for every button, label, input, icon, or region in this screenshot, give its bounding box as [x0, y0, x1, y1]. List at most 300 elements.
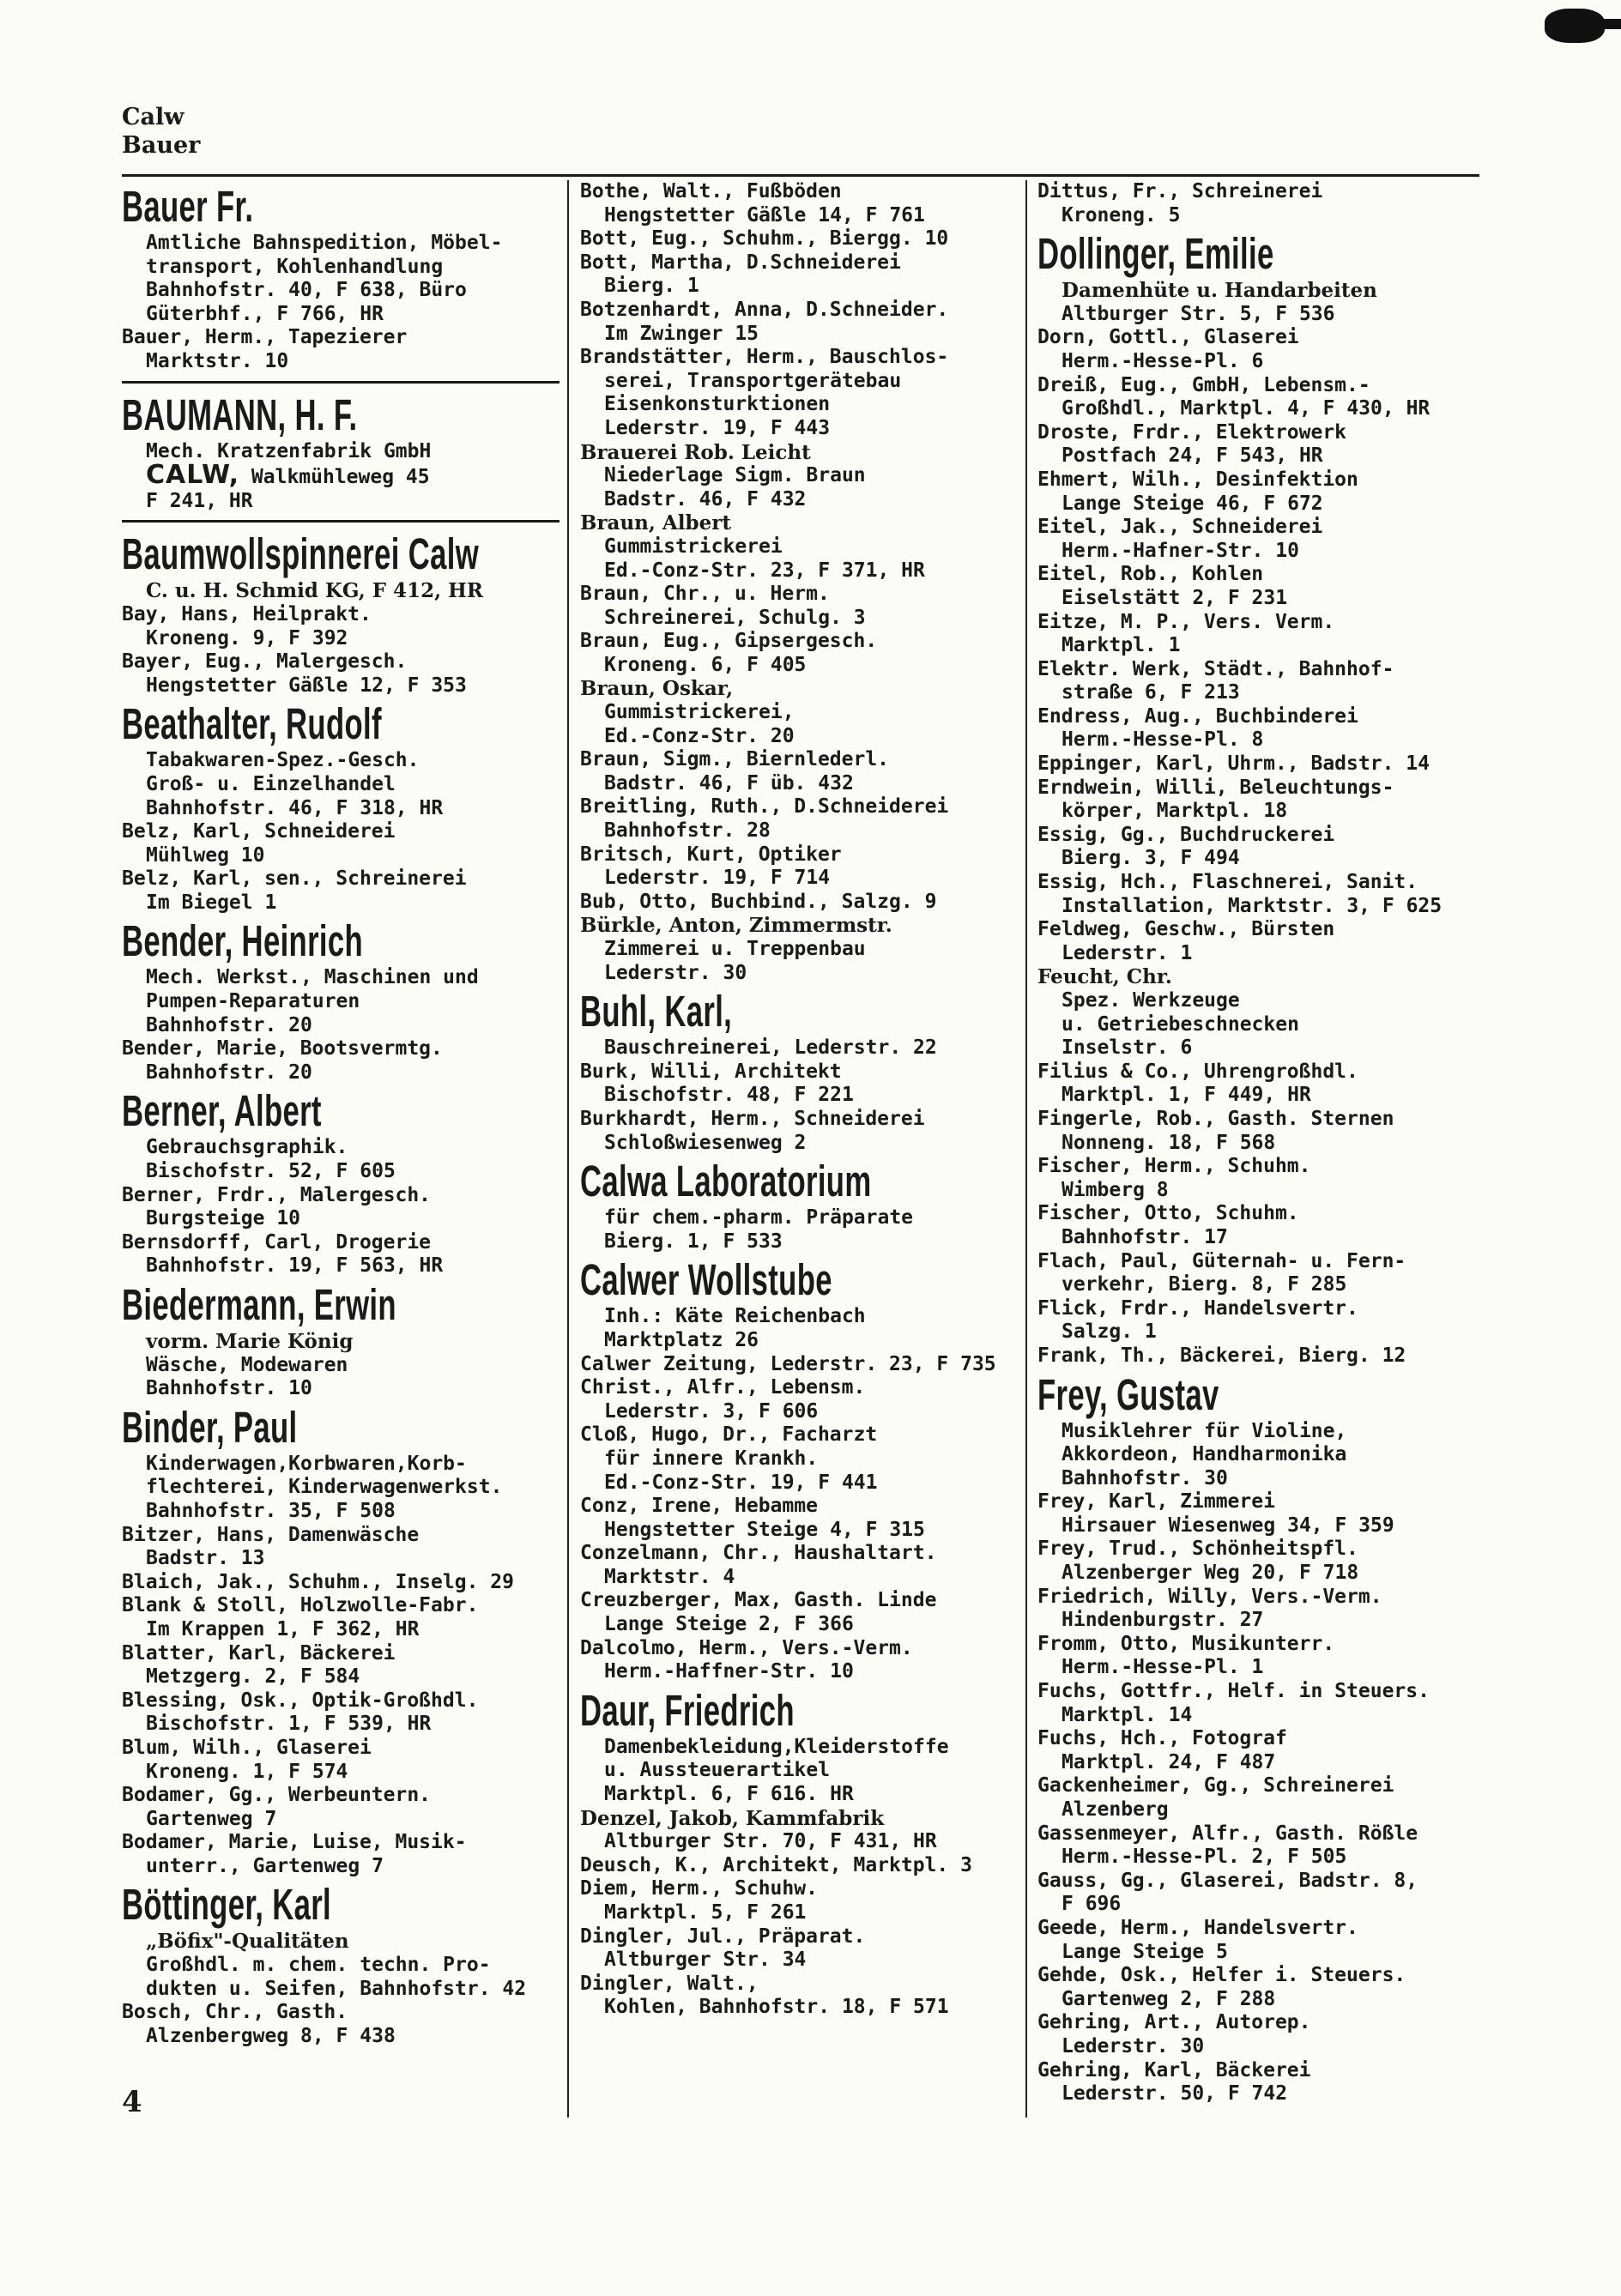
directory-entry	[1037, 2011, 1484, 2058]
entry-name: Blaich, Jak., Schuhm., Inselg. 29	[122, 1570, 514, 1593]
listing-detail: Bauschreinerei, Lederstr. 22	[604, 1036, 937, 1060]
listing-detail: Marktpl. 6, F 616. HR	[604, 1783, 854, 1806]
directory-entry	[1037, 1774, 1484, 1822]
entry-continuation: Lederstr. 19, F 714	[604, 867, 831, 890]
header-town: Calw	[122, 104, 184, 130]
listing-name: Dollinger, Emilie	[1037, 229, 1274, 279]
entry-name: Bürkle, Anton, Zimmermstr.	[580, 914, 892, 938]
directory-entry	[580, 677, 1026, 748]
entry-continuation: Gartenweg 2, F 288	[1062, 1987, 1276, 2010]
entry-continuation: für innere Krankh.	[604, 1447, 819, 1470]
directory-entry	[1037, 1344, 1484, 1369]
directory-entry	[580, 180, 1026, 227]
entry-name: Conzelmann, Chr., Haushaltart.	[580, 1542, 937, 1565]
entry-name: Belz, Karl, sen., Schreinerei	[122, 867, 467, 891]
entry-continuation: Eisenkonsturktionen	[604, 393, 831, 416]
entry-continuation: Schreinerei, Schulg. 3	[604, 606, 866, 629]
directory-entry	[122, 1037, 568, 1085]
directory-entry	[122, 1571, 568, 1595]
listing-name: BAUMANN, H. F.	[122, 390, 358, 439]
featured-listing	[580, 1157, 1026, 1254]
directory-entry	[580, 511, 1026, 583]
directory-entry	[1037, 2059, 1484, 2106]
listing-detail: Inh.: Käte Reichenbach	[604, 1305, 866, 1328]
entry-continuation: Nonneng. 18, F 568	[1062, 1131, 1276, 1154]
directory-column-2	[580, 180, 1026, 2020]
featured-listing	[580, 1686, 1026, 1807]
listing-name: Beathalter, Rudolf	[122, 699, 382, 749]
directory-entry	[1037, 563, 1484, 610]
entry-continuation: Marktstr. 4	[604, 1565, 735, 1588]
directory-entry	[1037, 421, 1484, 468]
entry-name: Cloß, Hugo, Dr., Facharzt	[580, 1423, 878, 1447]
entry-continuation: Lederstr. 30	[1062, 2034, 1205, 2057]
listing-detail: Bischofstr. 52, F 605	[146, 1160, 396, 1183]
directory-entry	[1037, 1297, 1484, 1344]
entry-name: Gackenheimer, Gg., Schreinerei	[1037, 1774, 1394, 1798]
entry-continuation: Lederstr. 19, F 443	[604, 416, 831, 439]
listing-detail: flechterei, Kinderwagenwerkst.	[146, 1476, 503, 1499]
entry-name: Gehde, Osk., Helfer i. Steuers.	[1037, 1964, 1406, 1987]
entry-name: Essig, Hch., Flaschnerei, Sanit.	[1037, 871, 1418, 894]
listing-name: Bauer Fr.	[122, 182, 254, 231]
entry-continuation: Bahnhofstr. 19, F 563, HR	[146, 1254, 444, 1278]
listing-name: Bender, Heinrich	[122, 916, 364, 966]
entry-continuation: Bahnhofstr. 17	[1062, 1225, 1228, 1248]
directory-entry	[1037, 1870, 1484, 1917]
entry-name: Flick, Frdr., Handelsvertr.	[1037, 1296, 1358, 1320]
entry-name: Fromm, Otto, Musikunterr.	[1037, 1632, 1335, 1655]
listing-address-line	[122, 460, 568, 491]
directory-entry	[1037, 1680, 1484, 1727]
featured-listing	[122, 699, 568, 820]
entry-name: Blum, Wilh., Glaserei	[122, 1736, 372, 1759]
entry-continuation: Postfach 24, F 543, HR	[1062, 444, 1323, 468]
entry-continuation: Kroneng. 5	[1062, 203, 1181, 227]
entry-name: Britsch, Kurt, Optiker	[580, 843, 842, 866]
entry-name: Bodamer, Gg., Werbeuntern.	[122, 1784, 432, 1807]
directory-entry	[1037, 1250, 1484, 1297]
listing-detail: für chem.-pharm. Präparate	[604, 1206, 914, 1230]
entry-continuation: Gartenweg 7	[146, 1807, 277, 1830]
directory-entry	[122, 650, 568, 698]
entry-name: Friedrich, Willy, Vers.-Verm.	[1037, 1585, 1382, 1608]
directory-entry	[1037, 1586, 1484, 1633]
directory-entry	[1037, 326, 1484, 373]
entry-continuation: Hindenburgstr. 27	[1062, 1609, 1264, 1632]
directory-entry	[580, 346, 1026, 440]
entry-name: Belz, Karl, Schneiderei	[122, 820, 396, 843]
entry-continuation: Schloßwiesenweg 2	[604, 1131, 807, 1154]
entry-name: Erndwein, Willi, Beleuchtungs-	[1037, 776, 1394, 799]
directory-entry	[122, 820, 568, 867]
directory-entry	[1037, 871, 1484, 918]
entry-name: Dingler, Jul., Präparat.	[580, 1924, 866, 1948]
directory-entry	[122, 1184, 568, 1231]
directory-entry	[1037, 1964, 1484, 2011]
entry-continuation: unterr., Gartenweg 7	[146, 1854, 384, 1877]
entry-continuation: Kroneng. 6, F 405	[604, 653, 807, 676]
entry-continuation: Lange Steige 5	[1062, 1940, 1228, 1963]
featured-listing	[122, 1880, 568, 2001]
listing-detail: Großhdl. m. chem. techn. Pro-	[146, 1954, 491, 1977]
listing-detail: Kinderwagen,Korbwaren,Korb-	[146, 1452, 467, 1475]
listing-detail: Marktplatz 26	[604, 1328, 759, 1351]
entry-name: Dingler, Walt.,	[580, 1972, 759, 1995]
featured-listing	[122, 916, 568, 1037]
directory-entry	[580, 1495, 1026, 1542]
entry-continuation: Wimberg 8	[1062, 1178, 1169, 1201]
entry-continuation: Ed.-Conz-Str. 23, F 371, HR	[604, 559, 925, 582]
entry-name: Fingerle, Rob., Gasth. Sternen	[1037, 1107, 1394, 1130]
entry-continuation: u. Getriebeschnecken	[1062, 1012, 1299, 1036]
directory-entry	[122, 1689, 568, 1737]
listing-detail: Gebrauchsgraphik.	[146, 1136, 348, 1159]
entry-name: Frey, Karl, Zimmerei	[1037, 1490, 1275, 1514]
listing-detail: Güterbhf., F 766, HR	[146, 302, 384, 325]
directory-entry	[1037, 776, 1484, 824]
directory-entry	[580, 1973, 1026, 2020]
directory-entry	[1037, 516, 1484, 563]
entry-name: Bitzer, Hans, Damenwäsche	[122, 1523, 420, 1546]
listing-detail: F 241, HR	[146, 489, 253, 512]
directory-entry	[122, 1524, 568, 1571]
entry-name: Bosch, Chr., Gasth.	[122, 2001, 348, 2024]
entry-name: Botzenhardt, Anna, D.Schneider.	[580, 298, 949, 321]
entry-continuation: Kroneng. 9, F 392	[146, 626, 348, 650]
entry-name: Fuchs, Hch., Fotograf	[1037, 1727, 1287, 1750]
entry-name: Braun, Albert	[580, 511, 731, 535]
entry-name: Braun, Eug., Gipsergesch.	[580, 630, 878, 653]
featured-listing	[122, 390, 568, 514]
entry-continuation: F 696	[1062, 1893, 1122, 1916]
directory-entry	[580, 1877, 1026, 1924]
listing-detail: transport, Kohlenhandlung	[146, 255, 444, 278]
section-rule	[122, 381, 559, 384]
entry-continuation: Bischofstr. 48, F 221	[604, 1084, 854, 1107]
entry-name: Fuchs, Gottfr., Helf. in Steuers.	[1037, 1680, 1430, 1703]
entry-name: Droste, Frdr., Elektrowerk	[1037, 420, 1347, 444]
entry-continuation: Lange Steige 46, F 672	[1062, 492, 1323, 515]
header-rule	[122, 174, 1479, 177]
entry-continuation: Spez. Werkzeuge	[1062, 989, 1240, 1012]
entry-name: Feucht, Chr.	[1037, 965, 1172, 989]
listing-street: Walkmühleweg 45	[239, 466, 430, 489]
entry-name: Braun, Sigm., Biernlederl.	[580, 748, 890, 771]
directory-entry	[1037, 1060, 1484, 1108]
entry-name: Gehring, Art., Autorep.	[1037, 2011, 1311, 2034]
listing-highlight: vorm. Marie König	[146, 1330, 354, 1353]
directory-entry	[122, 2001, 568, 2048]
entry-continuation: Inselstr. 6	[1062, 1036, 1193, 1060]
directory-entry	[580, 1542, 1026, 1589]
listing-detail: Mech. Werkst., Maschinen und	[146, 966, 479, 989]
directory-entry	[1037, 965, 1484, 1060]
entry-continuation: Burgsteige 10	[146, 1207, 301, 1230]
featured-listing	[122, 1403, 568, 1524]
entry-continuation: Marktpl. 1	[1062, 634, 1181, 657]
entry-name: Eitel, Jak., Schneiderei	[1037, 516, 1323, 539]
entry-continuation: verkehr, Bierg. 8, F 285	[1062, 1273, 1347, 1296]
entry-name: Bender, Marie, Bootsvermtg.	[122, 1037, 443, 1060]
directory-entry	[580, 1925, 1026, 1973]
directory-entry	[1037, 705, 1484, 752]
listing-detail: Damenbekleidung,Kleiderstoffe	[604, 1735, 949, 1758]
entry-continuation: Bierg. 1	[604, 275, 699, 298]
listing-detail: Wäsche, Modewaren	[146, 1353, 348, 1376]
listing-name: Binder, Paul	[122, 1402, 298, 1452]
entry-continuation: Zimmerei u. Treppenbau	[604, 938, 866, 960]
directory-entry	[1037, 1727, 1484, 1774]
directory-entry	[1037, 180, 1484, 227]
listing-detail: u. Aussteuerartikel	[604, 1759, 831, 1782]
entry-continuation: Im Zwinger 15	[604, 322, 759, 345]
entry-continuation: Ed.-Conz-Str. 19, F 441	[604, 1471, 878, 1494]
directory-entry	[122, 1594, 568, 1641]
featured-listing	[580, 987, 1026, 1060]
listing-detail: Bahnhofstr. 10	[146, 1377, 312, 1400]
entry-continuation: Alzenberger Weg 20, F 718	[1062, 1562, 1359, 1585]
entry-continuation: Gummistrickerei,	[604, 701, 795, 724]
listing-detail: Amtliche Bahnspedition, Möbel-	[146, 232, 503, 254]
entry-name: Burkhardt, Herm., Schneiderei	[580, 1107, 925, 1130]
directory-entry	[580, 795, 1026, 843]
entry-continuation: Hengstetter Steige 4, F 315	[604, 1518, 925, 1541]
entry-name: Burk, Willi, Architekt	[580, 1060, 842, 1083]
directory-entry	[580, 1376, 1026, 1423]
entry-continuation: Im Krappen 1, F 362, HR	[146, 1617, 420, 1640]
entry-name: Dorn, Gottl., Glaserei	[1037, 326, 1299, 349]
entry-continuation: Gummistrickerei	[604, 535, 783, 558]
entry-name: Braun, Oskar,	[580, 677, 734, 701]
listing-highlight: Damenhüte u. Handarbeiten	[1062, 279, 1377, 303]
listing-detail: Pumpen-Reparaturen	[146, 990, 360, 1013]
listing-name: Berner, Albert	[122, 1086, 322, 1136]
featured-listing	[122, 529, 568, 603]
directory-entry	[580, 1637, 1026, 1684]
section-rule	[122, 520, 559, 523]
entry-name: Feldweg, Geschw., Bürsten	[1037, 918, 1335, 941]
entry-name: Eitel, Rob., Kohlen	[1037, 563, 1264, 586]
directory-entry	[580, 1807, 1026, 1854]
entry-name: Gauss, Gg., Glaserei, Badstr. 8,	[1037, 1869, 1418, 1892]
directory-entry	[122, 1231, 568, 1278]
entry-continuation: serei, Transportgerätebau	[604, 369, 902, 392]
entry-continuation: Bierg. 3, F 494	[1062, 847, 1240, 870]
directory-entry	[1037, 1202, 1484, 1249]
entry-continuation: Großhdl., Marktpl. 4, F 430, HR	[1062, 397, 1430, 420]
directory-entry	[1037, 1108, 1484, 1155]
page-number: 4	[122, 2085, 142, 2119]
entry-continuation: Marktpl. 24, F 487	[1062, 1750, 1276, 1773]
listing-detail: Bierg. 1, F 533	[604, 1230, 783, 1253]
entry-continuation: Installation, Marktstr. 3, F 625	[1062, 894, 1443, 917]
listing-detail: Bahnhofstr. 46, F 318, HR	[146, 796, 444, 819]
entry-name: Dittus, Fr., Schreinerei	[1037, 180, 1323, 202]
entry-name: Conz, Irene, Hebamme	[580, 1495, 818, 1518]
directory-entry	[122, 1642, 568, 1689]
listing-detail: Groß- u. Einzelhandel	[146, 772, 396, 795]
listing-town: CALW,	[146, 460, 240, 491]
entry-name: Creuzberger, Max, Gasth. Linde	[580, 1589, 937, 1612]
entry-continuation: Herm.-Hesse-Pl. 1	[1062, 1656, 1264, 1679]
listing-detail: dukten u. Seifen, Bahnhofstr. 42	[146, 1977, 527, 2000]
directory-entry	[580, 1108, 1026, 1155]
directory-entry	[1037, 611, 1484, 658]
entry-name: Bauer, Herm., Tapezierer	[122, 326, 408, 349]
directory-entry	[1037, 1538, 1484, 1585]
listing-name: Calwa Laboratorium	[580, 1157, 872, 1206]
entry-name: Berner, Frdr., Malergesch.	[122, 1183, 432, 1206]
entry-name: Elektr. Werk, Städt., Bahnhof-	[1037, 657, 1394, 680]
entry-continuation: Herm.-Hesse-Pl. 8	[1062, 728, 1264, 752]
directory-entry	[122, 1737, 568, 1784]
entry-continuation: Altburger Str. 34	[604, 1949, 807, 1972]
listing-highlight: C. u. H. Schmid KG, F 412, HR	[146, 579, 483, 603]
directory-entry	[1037, 1822, 1484, 1870]
entry-continuation: straße 6, F 213	[1062, 681, 1240, 704]
entry-name: Gassenmeyer, Alfr., Gasth. Rößle	[1037, 1822, 1418, 1845]
entry-continuation: Metzgerg. 2, F 584	[146, 1665, 360, 1689]
entry-continuation: Eiselstätt 2, F 231	[1062, 586, 1288, 609]
header-range: Bauer	[122, 132, 201, 159]
entry-continuation: Badstr. 46, F üb. 432	[604, 771, 854, 795]
directory-entry	[580, 441, 1026, 512]
directory-entry	[122, 326, 568, 373]
directory-entry	[580, 1854, 1026, 1878]
entry-continuation: Hirsauer Wiesenweg 34, F 359	[1062, 1514, 1394, 1537]
entry-name: Blessing, Osk., Optik-Großhdl.	[122, 1689, 479, 1712]
listing-detail: Musiklehrer für Violine,	[1062, 1419, 1347, 1442]
entry-continuation: Marktpl. 14	[1062, 1703, 1193, 1726]
entry-name: Denzel, Jakob, Kammfabrik	[580, 1806, 885, 1830]
directory-entry	[1037, 1633, 1484, 1680]
listing-name: Calwer Wollstube	[580, 1255, 832, 1305]
entry-name: Dalcolmo, Herm., Vers.-Verm.	[580, 1636, 913, 1659]
entry-continuation: Hengstetter Gäßle 12, F 353	[146, 674, 467, 697]
entry-continuation: Bahnhofstr. 20	[146, 1060, 312, 1084]
entry-continuation: Niederlage Sigm. Braun	[604, 464, 866, 487]
directory-entry	[580, 748, 1026, 795]
entry-name: Christ., Alfr., Lebensm.	[580, 1376, 866, 1399]
directory-column-3	[1037, 180, 1484, 2106]
entry-continuation: Kohlen, Bahnhofstr. 18, F 571	[604, 1996, 949, 2019]
entry-name: Bott, Eug., Schuhm., Biergg. 10	[580, 227, 949, 251]
entry-continuation: Salzg. 1	[1062, 1320, 1157, 1344]
page-header	[122, 103, 200, 160]
directory-entry	[1037, 918, 1484, 965]
entry-continuation: Kroneng. 1, F 574	[146, 1760, 348, 1783]
directory-entry	[1037, 374, 1484, 421]
entry-continuation: Herm.-Hesse-Pl. 2, F 505	[1062, 1846, 1347, 1869]
listing-name: Daur, Friedrich	[580, 1685, 795, 1735]
entry-name: Bothe, Walt., Fußböden	[580, 180, 842, 202]
directory-entry	[122, 1831, 568, 1878]
featured-listing	[580, 1255, 1026, 1352]
listing-detail: Mech. Kratzenfabrik GmbH	[146, 439, 432, 462]
listing-detail: Bahnhofstr. 40, F 638, Büro	[146, 279, 467, 302]
entry-continuation: Lange Steige 2, F 366	[604, 1613, 854, 1636]
listing-highlight: „Böfix"-Qualitäten	[146, 1930, 349, 1954]
entry-continuation: Bischofstr. 1, F 539, HR	[146, 1713, 432, 1736]
entry-continuation: Badstr. 46, F 432	[604, 487, 807, 511]
entry-continuation: Lederstr. 1	[1062, 941, 1193, 964]
entry-continuation: Marktstr. 10	[146, 349, 289, 372]
entry-continuation: Marktpl. 1, F 449, HR	[1062, 1084, 1311, 1107]
entry-continuation: Alzenbergweg 8, F 438	[146, 2024, 396, 2047]
directory-entry	[580, 891, 1026, 915]
entry-name: Eitze, M. P., Vers. Verm.	[1037, 610, 1335, 633]
entry-name: Flach, Paul, Güternah- u. Fern-	[1037, 1249, 1406, 1272]
entry-name: Frey, Trud., Schönheitspfl.	[1037, 1538, 1358, 1561]
entry-name: Gehring, Karl, Bäckerei	[1037, 2058, 1311, 2082]
entry-name: Frank, Th., Bäckerei, Bierg. 12	[1037, 1344, 1406, 1367]
directory-entry	[580, 914, 1026, 985]
listing-detail: Tabakwaren-Spez.-Gesch.	[146, 749, 420, 772]
entry-name: Diem, Herm., Schuhw.	[580, 1877, 818, 1900]
featured-listing	[122, 182, 568, 326]
directory-entry	[1037, 824, 1484, 871]
entry-name: Ehmert, Wilh., Desinfektion	[1037, 468, 1358, 491]
entry-continuation: Mühlweg 10	[146, 843, 265, 867]
directory-entry	[1037, 1490, 1484, 1538]
entry-name: Braun, Chr., u. Herm.	[580, 583, 830, 606]
entry-name: Bott, Martha, D.Schneiderei	[580, 251, 901, 274]
entry-name: Blatter, Karl, Bäckerei	[122, 1641, 396, 1665]
listing-name: Buhl, Karl,	[580, 987, 733, 1036]
entry-name: Endress, Aug., Buchbinderei	[1037, 704, 1358, 728]
entry-name: Fischer, Otto, Schuhm.	[1037, 1202, 1299, 1225]
listing-detail: Bahnhofstr. 20	[146, 1013, 312, 1036]
entry-name: Bayer, Eug., Malergesch.	[122, 650, 408, 674]
listing-detail: Akkordeon, Handharmonika	[1062, 1443, 1347, 1466]
directory-entry	[1037, 1155, 1484, 1202]
directory-entry	[580, 1423, 1026, 1495]
entry-continuation: Ed.-Conz-Str. 20	[604, 724, 795, 747]
featured-listing	[122, 1280, 568, 1401]
listing-name: Frey, Gustav	[1037, 1369, 1219, 1419]
directory-entry	[1037, 658, 1484, 705]
directory-entry	[580, 1589, 1026, 1636]
entry-name: Blank & Stoll, Holzwolle-Fabr.	[122, 1594, 479, 1617]
entry-continuation: Herm.-Hafner-Str. 10	[1062, 539, 1299, 562]
entry-name: Brauerei Rob. Leicht	[580, 440, 811, 464]
directory-entry	[580, 1060, 1026, 1108]
entry-continuation: Herm.-Haffner-Str. 10	[604, 1660, 854, 1683]
entry-continuation: Lederstr. 3, F 606	[604, 1399, 819, 1423]
entry-continuation: Hengstetter Gäßle 14, F 761	[604, 203, 925, 227]
entry-name: Filius & Co., Uhrengroßhdl.	[1037, 1060, 1358, 1083]
directory-entry	[580, 299, 1026, 346]
directory-column-1	[122, 180, 568, 2048]
directory-entry	[1037, 468, 1484, 516]
entry-continuation: Im Biegel 1	[146, 891, 277, 914]
listing-detail: Bahnhofstr. 30	[1062, 1466, 1228, 1489]
entry-name: Geede, Herm., Handelsvertr.	[1037, 1916, 1358, 1939]
directory-entry	[580, 1353, 1026, 1377]
entry-name: Bodamer, Marie, Luise, Musik-	[122, 1831, 467, 1854]
entry-continuation: Lederstr. 30	[604, 961, 747, 984]
entry-name: Bay, Hans, Heilprakt.	[122, 602, 372, 625]
featured-listing	[1037, 1370, 1484, 1491]
entry-name: Bernsdorff, Carl, Drogerie	[122, 1230, 432, 1254]
entry-continuation: Alzenberg	[1062, 1798, 1169, 1821]
entry-continuation: Lederstr. 50, F 742	[1062, 2082, 1288, 2106]
entry-name: Breitling, Ruth., D.Schneiderei	[580, 795, 949, 819]
listing-name: Biedermann, Erwin	[122, 1280, 396, 1329]
directory-entry	[580, 843, 1026, 891]
entry-name: Essig, Gg., Buchdruckerei	[1037, 823, 1335, 846]
